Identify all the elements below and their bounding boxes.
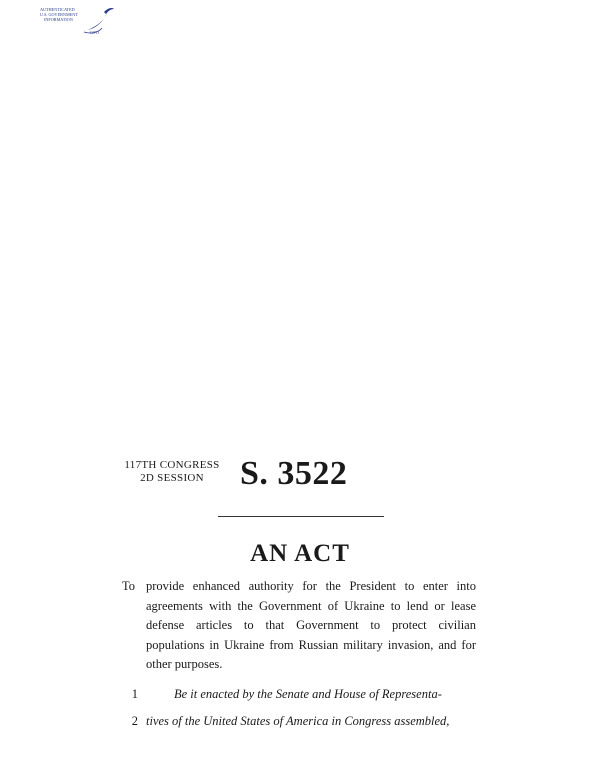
line-text: Be it enacted by the Senate and House of Representa- [174, 687, 442, 701]
document-title: AN ACT [250, 540, 350, 567]
line-text: tives of the United States of America in Congress assembled, [146, 714, 450, 728]
congress-session [122, 459, 222, 485]
line-number: 2 [131, 714, 138, 728]
session-label: 2D SESSION [140, 472, 204, 484]
purpose-text: provide enhanced authority for the President to enter into agreements with the Government of Ukraine to lend or lease defense articles to that Government to protect civilian populations in Ukraine from Russian military invasion, and for other purposes. [146, 579, 476, 671]
logo-line-3: INFORMATION [44, 17, 73, 22]
purpose-lead: To [122, 579, 136, 593]
logo-line-1: AUTHENTICATED [40, 7, 75, 12]
logo-line-2: U.S. GOVERNMENT [40, 12, 78, 17]
bill-number: S. 3522 [240, 455, 348, 492]
congress-label: 117TH CONGRESS [124, 459, 220, 471]
logo-line-4: GPO [90, 30, 100, 35]
enacting-line [122, 713, 480, 729]
eagle-icon [38, 4, 118, 38]
line-number: 1 [131, 687, 138, 701]
divider [218, 516, 384, 517]
purpose-clause [122, 577, 476, 675]
bill-header [122, 455, 482, 499]
enacting-line [122, 686, 480, 702]
gpo-authenticated-logo [38, 4, 118, 38]
